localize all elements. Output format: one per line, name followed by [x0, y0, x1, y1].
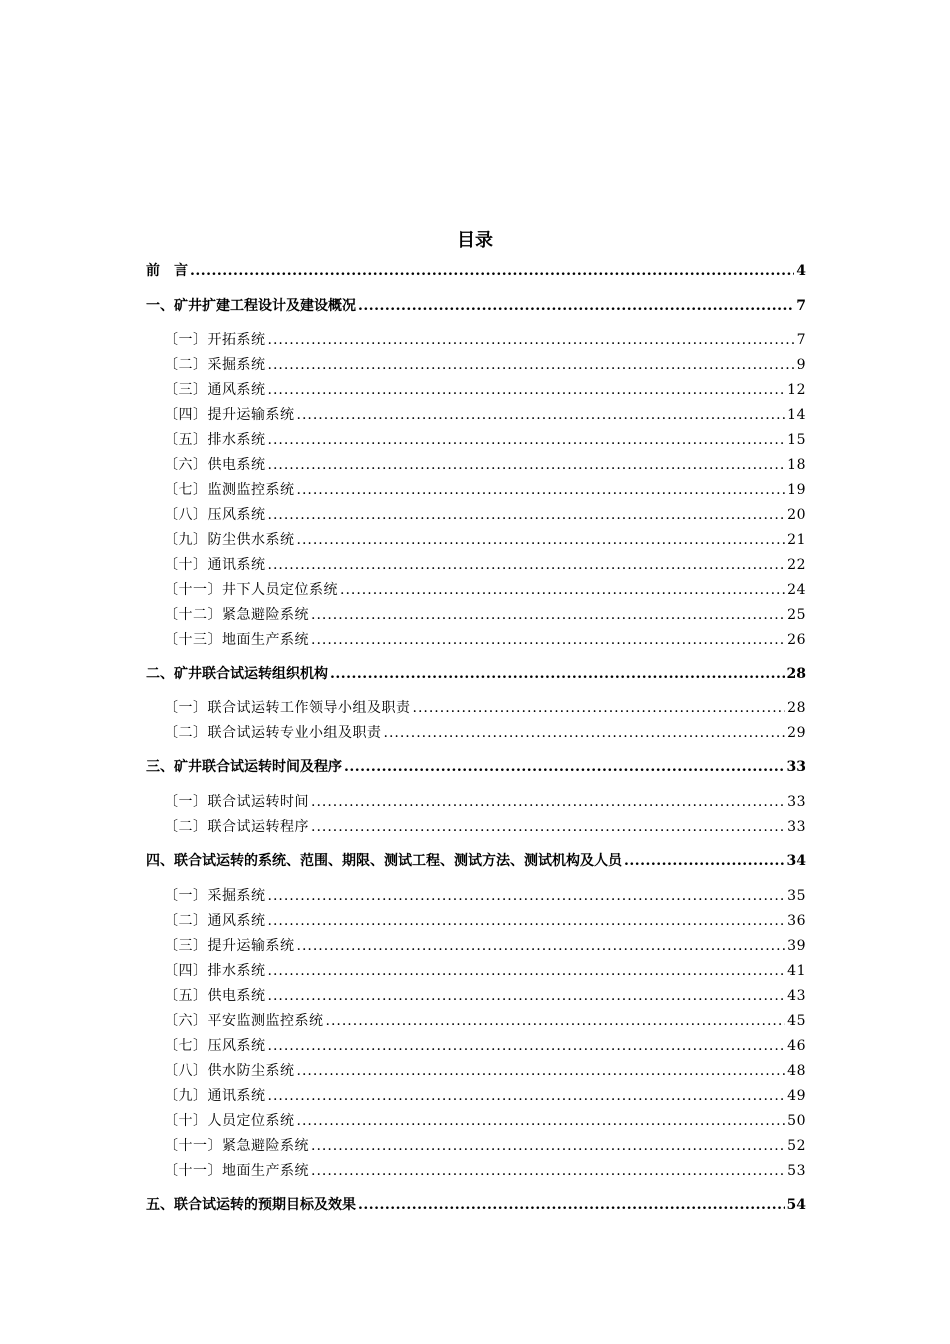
toc-section-entry[interactable] [146, 481, 806, 499]
toc-chapter-entry[interactable] [146, 297, 806, 315]
toc-dot-leader [268, 912, 786, 930]
toc-dot-leader [268, 431, 786, 449]
toc-entry-page-number: 7 [796, 332, 806, 348]
toc-entry-label: 〔八〕压风系统 [164, 507, 266, 523]
toc-dot-leader [311, 631, 785, 649]
toc-dot-leader [268, 987, 786, 1005]
toc-section-entry[interactable] [146, 331, 806, 349]
toc-entry-page-number: 49 [787, 1088, 806, 1104]
toc-dot-leader [297, 406, 786, 424]
toc-dot-leader [268, 556, 786, 574]
toc-dot-leader [268, 506, 786, 524]
toc-entry-page-number: 29 [787, 725, 806, 741]
toc-entry-label: 〔五〕供电系统 [164, 988, 266, 1004]
toc-section-entry[interactable] [146, 1112, 806, 1130]
toc-section-entry[interactable] [146, 381, 806, 399]
toc-section-entry[interactable] [146, 356, 806, 374]
toc-section-entry[interactable] [146, 456, 806, 474]
toc-dot-leader [268, 887, 786, 905]
toc-section-entry[interactable] [146, 937, 806, 955]
toc-entry-page-number: 35 [787, 888, 806, 904]
toc-entry-label: 〔十一〕紧急避险系统 [164, 1138, 309, 1154]
toc-section-entry[interactable] [146, 531, 806, 549]
toc-entry-page-number: 39 [787, 938, 806, 954]
toc-section-entry[interactable] [146, 406, 806, 424]
toc-title: 目录 [457, 230, 493, 251]
toc-entry-label: 〔三〕通风系统 [164, 382, 266, 398]
toc-entry-label: 〔六〕供电系统 [164, 457, 266, 473]
toc-entry-page-number: 50 [787, 1113, 806, 1129]
toc-section-entry[interactable] [146, 1037, 806, 1055]
toc-entry-label: 〔九〕通讯系统 [164, 1088, 266, 1104]
toc-entry-page-number: 7 [796, 298, 806, 314]
toc-chapter-entry[interactable] [146, 262, 806, 280]
toc-entry-page-number: 36 [787, 913, 806, 929]
toc-section-entry[interactable] [146, 1062, 806, 1080]
toc-section-entry[interactable] [146, 631, 806, 649]
toc-entry-label: 〔二〕联合试运转程序 [164, 819, 309, 835]
toc-entry-label: 〔十一〕井下人员定位系统 [164, 582, 338, 598]
toc-entry-label: 〔八〕供水防尘系统 [164, 1063, 295, 1079]
toc-dot-leader [297, 531, 786, 549]
toc-entry-label: 四、联合试运转的系统、范围、期限、测试工程、测试方法、测试机构及人员 [146, 853, 622, 869]
toc-entry-page-number: 18 [787, 457, 806, 473]
toc-section-entry[interactable] [146, 581, 806, 599]
toc-dot-leader [358, 297, 794, 315]
toc-dot-leader [344, 758, 785, 776]
toc-entry-page-number: 19 [787, 482, 806, 498]
toc-dot-leader [311, 1162, 785, 1180]
toc-section-entry[interactable] [146, 724, 806, 742]
toc-dot-leader [624, 852, 785, 870]
toc-entry-page-number: 22 [787, 557, 806, 573]
toc-entry-page-number: 48 [787, 1063, 806, 1079]
toc-dot-leader [297, 1112, 786, 1130]
toc-entry-label: 〔九〕防尘供水系统 [164, 532, 295, 548]
toc-section-entry[interactable] [146, 431, 806, 449]
toc-dot-leader [268, 381, 786, 399]
toc-entry-page-number: 21 [787, 532, 806, 548]
toc-entry-label: 三、矿井联合试运转时间及程序 [146, 759, 342, 775]
toc-entry-page-number: 34 [786, 853, 806, 869]
toc-chapter-entry[interactable] [146, 665, 806, 683]
toc-entry-page-number: 12 [787, 382, 806, 398]
toc-dot-leader [268, 1037, 786, 1055]
toc-entry-label: 〔十〕通讯系统 [164, 557, 266, 573]
toc-entry-page-number: 14 [787, 407, 806, 423]
toc-entry-label: 〔四〕排水系统 [164, 963, 266, 979]
toc-entry-label: 〔十二〕紧急避险系统 [164, 607, 309, 623]
toc-entry-label: 〔十一〕地面生产系统 [164, 1163, 309, 1179]
toc-entry-label: 〔七〕监测监控系统 [164, 482, 295, 498]
toc-entry-page-number: 9 [796, 357, 806, 373]
toc-dot-leader [268, 1087, 786, 1105]
toc-section-entry[interactable] [146, 1087, 806, 1105]
toc-entry-page-number: 54 [786, 1197, 806, 1213]
toc-entry-label: 〔一〕开拓系统 [164, 332, 266, 348]
toc-entry-label: 〔一〕联合试运转时间 [164, 794, 309, 810]
toc-section-entry[interactable] [146, 962, 806, 980]
toc-dot-leader [297, 1062, 786, 1080]
toc-entry-page-number: 52 [787, 1138, 806, 1154]
toc-dot-leader [311, 793, 785, 811]
toc-chapter-entry[interactable] [146, 758, 806, 776]
toc-entry-page-number: 24 [787, 582, 806, 598]
toc-section-entry[interactable] [146, 699, 806, 717]
toc-section-entry[interactable] [146, 1137, 806, 1155]
toc-section-entry[interactable] [146, 887, 806, 905]
toc-entry-page-number: 28 [787, 700, 806, 716]
toc-entry-page-number: 25 [787, 607, 806, 623]
toc-dot-leader [190, 262, 794, 280]
toc-entry-label: 〔十三〕地面生产系统 [164, 632, 309, 648]
toc-entry-label: 〔七〕压风系统 [164, 1038, 266, 1054]
toc-dot-leader [311, 1137, 785, 1155]
toc-entry-page-number: 33 [787, 794, 806, 810]
toc-entry-page-number: 33 [787, 819, 806, 835]
toc-entry-page-number: 26 [787, 632, 806, 648]
toc-entry-label: 〔五〕排水系统 [164, 432, 266, 448]
toc-dot-leader [311, 606, 785, 624]
toc-entry-page-number: 4 [796, 263, 806, 279]
toc-entry-page-number: 28 [786, 666, 806, 682]
toc-entry-label: 〔一〕采掘系统 [164, 888, 266, 904]
toc-section-entry[interactable] [146, 606, 806, 624]
toc-section-entry[interactable] [146, 1012, 806, 1030]
toc-entry-label: 〔二〕通风系统 [164, 913, 266, 929]
toc-section-entry[interactable] [146, 793, 806, 811]
toc-dot-leader [330, 665, 785, 683]
toc-entry-label: 〔二〕联合试运转专业小组及职责 [164, 725, 382, 741]
toc-entry-label: 〔三〕提升运输系统 [164, 938, 295, 954]
toc-dot-leader [358, 1196, 785, 1214]
toc-entry-page-number: 41 [787, 963, 806, 979]
toc-entry-label: 一、矿井扩建工程设计及建设概况 [146, 298, 356, 314]
toc-entry-label: 〔四〕提升运输系统 [164, 407, 295, 423]
toc-entry-label: 二、矿井联合试运转组织机构 [146, 666, 328, 682]
toc-entry-label: 〔一〕联合试运转工作领导小组及职责 [164, 700, 411, 716]
toc-entry-label: 前 言 [146, 263, 188, 279]
toc-dot-leader [326, 1012, 786, 1030]
toc-entry-page-number: 43 [787, 988, 806, 1004]
toc-section-entry[interactable] [146, 987, 806, 1005]
toc-entry-label: 〔二〕采掘系统 [164, 357, 266, 373]
toc-entry-page-number: 15 [787, 432, 806, 448]
toc-chapter-entry[interactable] [146, 1196, 806, 1214]
toc-dot-leader [413, 699, 786, 717]
toc-dot-leader [311, 818, 785, 836]
toc-chapter-entry[interactable] [146, 852, 806, 870]
toc-entry-page-number: 20 [787, 507, 806, 523]
toc-entry-page-number: 33 [786, 759, 806, 775]
toc-dot-leader [268, 456, 786, 474]
toc-dot-leader [268, 331, 795, 349]
toc-dot-leader [268, 962, 786, 980]
toc-entry-page-number: 53 [787, 1163, 806, 1179]
toc-dot-leader [268, 356, 795, 374]
toc-dot-leader [340, 581, 785, 599]
toc-section-entry[interactable] [146, 1162, 806, 1180]
toc-entry-label: 五、联合试运转的预期目标及效果 [146, 1197, 356, 1213]
toc-section-entry[interactable] [146, 556, 806, 574]
toc-entry-label: 〔六〕平安监测监控系统 [164, 1013, 324, 1029]
toc-section-entry[interactable] [146, 912, 806, 930]
toc-entry-label: 〔十〕人员定位系统 [164, 1113, 295, 1129]
toc-dot-leader [297, 481, 786, 499]
toc-entry-page-number: 45 [787, 1013, 806, 1029]
toc-section-entry[interactable] [146, 818, 806, 836]
toc-dot-leader [297, 937, 786, 955]
toc-dot-leader [384, 724, 786, 742]
toc-section-entry[interactable] [146, 506, 806, 524]
toc-entry-page-number: 46 [787, 1038, 806, 1054]
